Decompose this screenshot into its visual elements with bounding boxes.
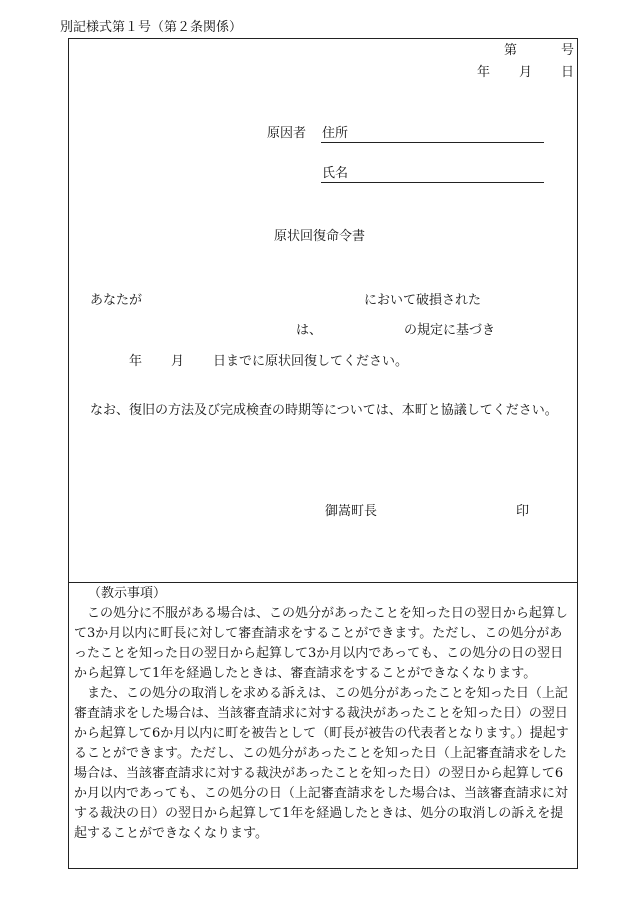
form-label: 別記様式第１号（第２条関係）	[60, 20, 243, 35]
address-underline	[321, 142, 544, 143]
date-day: 日	[561, 65, 575, 80]
date-month: 月	[519, 65, 533, 80]
notes-paragraph-2: また、この処分の取消しを求める訴えは、この処分があったことを知った日（上記審査請求をした場合は、当該審査請求に対する裁決があったことを知った日）の翌日から起算して6か月以内に町を被告として（町長が被告の代表者となります。）提起することができます。ただし、この処分があったことを知った日（上記審査請求をした場合は、当該審査請求に対する裁決があったことを知った日）の翌日から起算して6か月以内であっても、この処分の日（上記審査請求をした場合は、当該審査請求に対する裁決の日）の翌日から起算して1年を経過したときは、処分の取消しの訴えを提起することができなくなります。	[74, 686, 569, 841]
notes-heading: （教示事項）	[88, 586, 167, 601]
number-suffix: 号	[561, 43, 575, 58]
notes-body	[74, 604, 574, 844]
deadline-text: 日までに原状回復してください。	[213, 354, 409, 369]
name-label: 氏名	[322, 166, 349, 181]
notes-paragraph-1: この処分に不服がある場合は、この処分があったことを知った日の翌日から起算して3か月以内に町長に対して審査請求をすることができます。ただし、この処分があったことを知った日の翌日から起算して3か月以内であっても、この処分の日の翌日から起算して1年を経過したときは、審査請求をすることができなくなります。	[74, 606, 568, 681]
respondent-label: 原因者	[267, 126, 307, 141]
deadline-year: 年	[129, 354, 143, 369]
notes-divider	[68, 582, 578, 583]
name-underline	[321, 182, 544, 183]
date-year: 年	[477, 65, 491, 80]
deadline-month: 月	[171, 354, 185, 369]
body-line1-mid: において破損された	[364, 293, 482, 308]
document-title: 原状回復命令書	[274, 229, 366, 244]
body-line2-end: の規定に基づき	[404, 323, 496, 338]
body-line2-wa: は、	[296, 323, 323, 338]
body-line1-start: あなたが	[90, 293, 143, 308]
number-prefix: 第	[504, 43, 518, 58]
issuer-name: 御嵩町長	[325, 504, 378, 519]
seal-mark: 印	[516, 504, 530, 519]
consultation-note: なお、復旧の方法及び完成検査の時期等については、本町と協議してください。	[90, 403, 558, 418]
address-label: 住所	[322, 126, 349, 141]
